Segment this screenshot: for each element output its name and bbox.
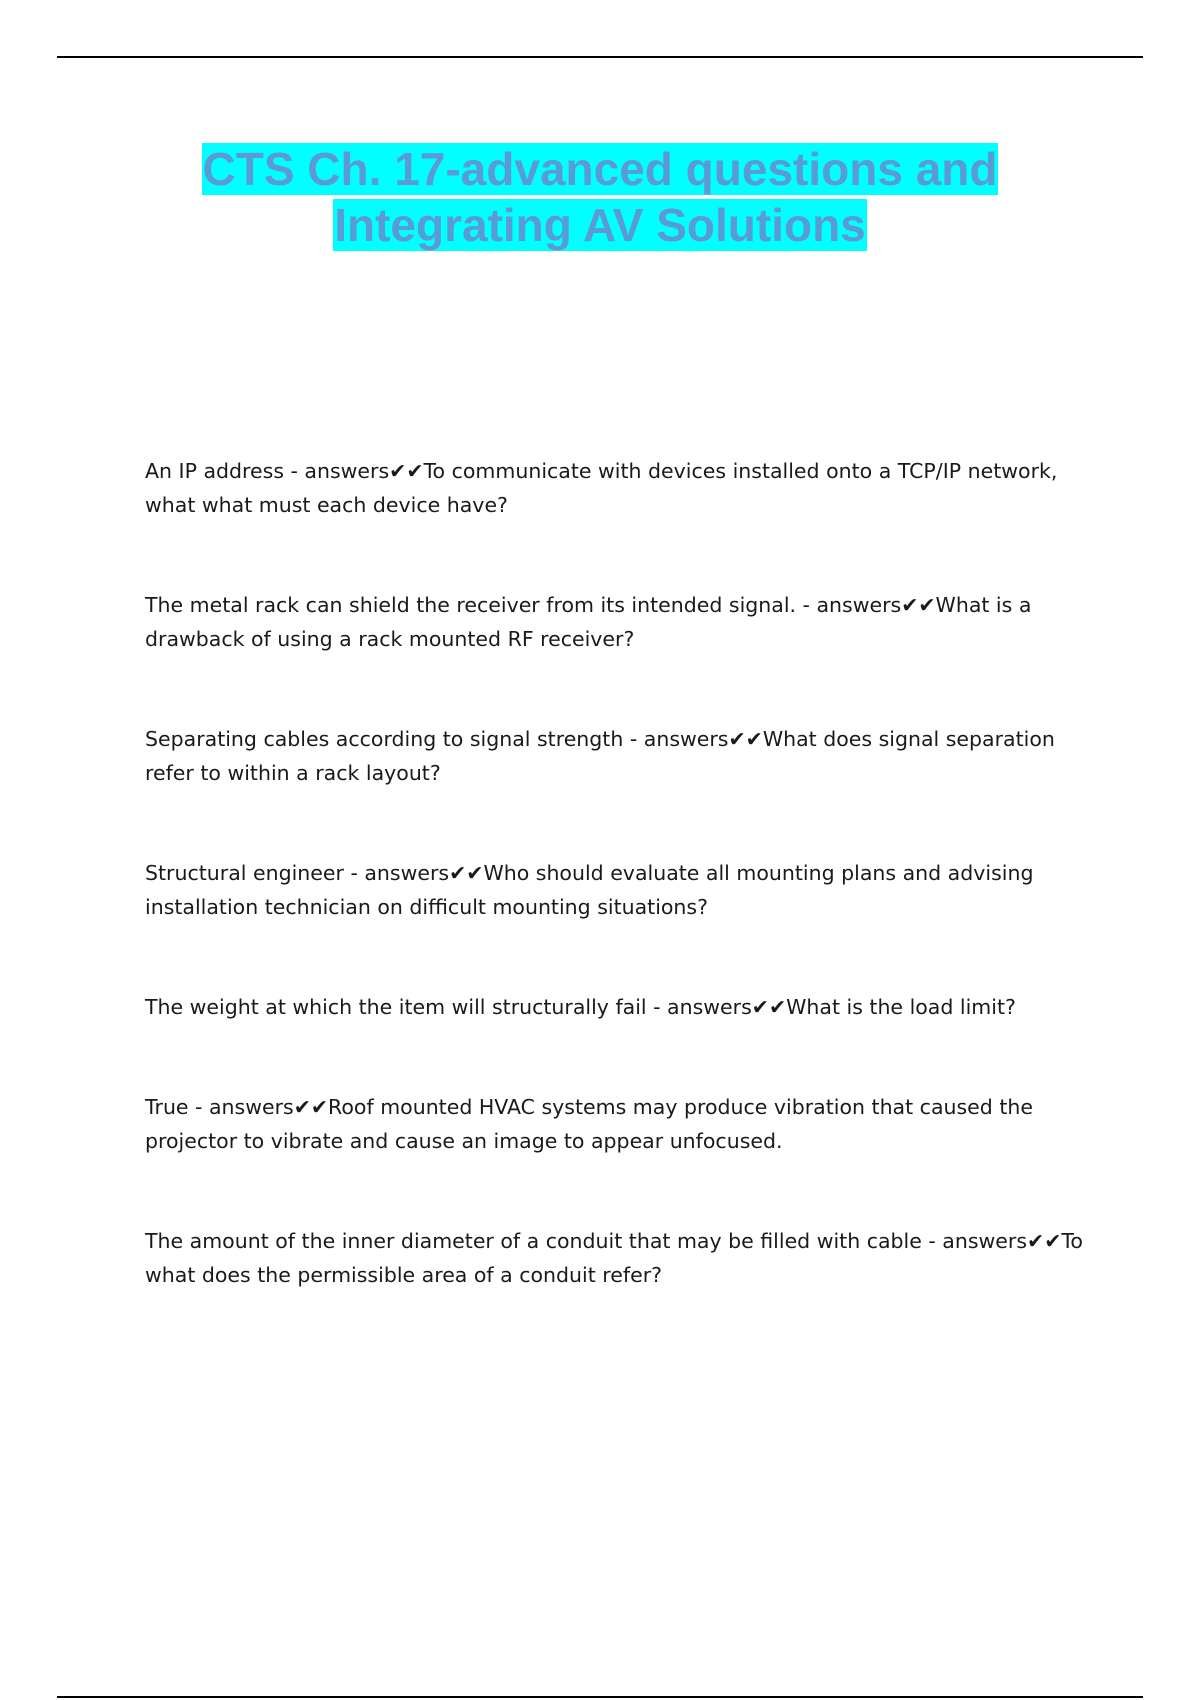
- qa-entry: The weight at which the item will structurally fail - answers✔✔What is the load limit?: [145, 995, 1016, 1019]
- title-line-1: CTS Ch. 17-advanced questions and: [202, 143, 998, 195]
- header-rule: [57, 56, 1143, 58]
- qa-entry: Structural engineer - answers✔✔Who should evaluate all mounting plans and advising installation technician on difficult mounting situations?: [145, 861, 1034, 919]
- qa-list: [145, 454, 1095, 1292]
- qa-entry: Separating cables according to signal strength - answers✔✔What does signal separation refer to within a rack layout?: [145, 727, 1055, 785]
- footer-rule: [57, 1696, 1143, 1698]
- document-title: [60, 141, 1140, 253]
- title-line-2: Integrating AV Solutions: [334, 199, 866, 251]
- qa-entry: The metal rack can shield the receiver from its intended signal. - answers✔✔What is a drawback of using a rack mounted RF receiver?: [145, 593, 1032, 651]
- qa-entry: True - answers✔✔Roof mounted HVAC systems may produce vibration that caused the projector to vibrate and cause an image to appear unfocused.: [145, 1095, 1033, 1153]
- qa-entry: The amount of the inner diameter of a conduit that may be filled with cable - answers✔✔To what does the permissible area of a conduit refer?: [145, 1229, 1083, 1287]
- qa-entry: An IP address - answers✔✔To communicate with devices installed onto a TCP/IP network, what what must each device have?: [145, 459, 1058, 517]
